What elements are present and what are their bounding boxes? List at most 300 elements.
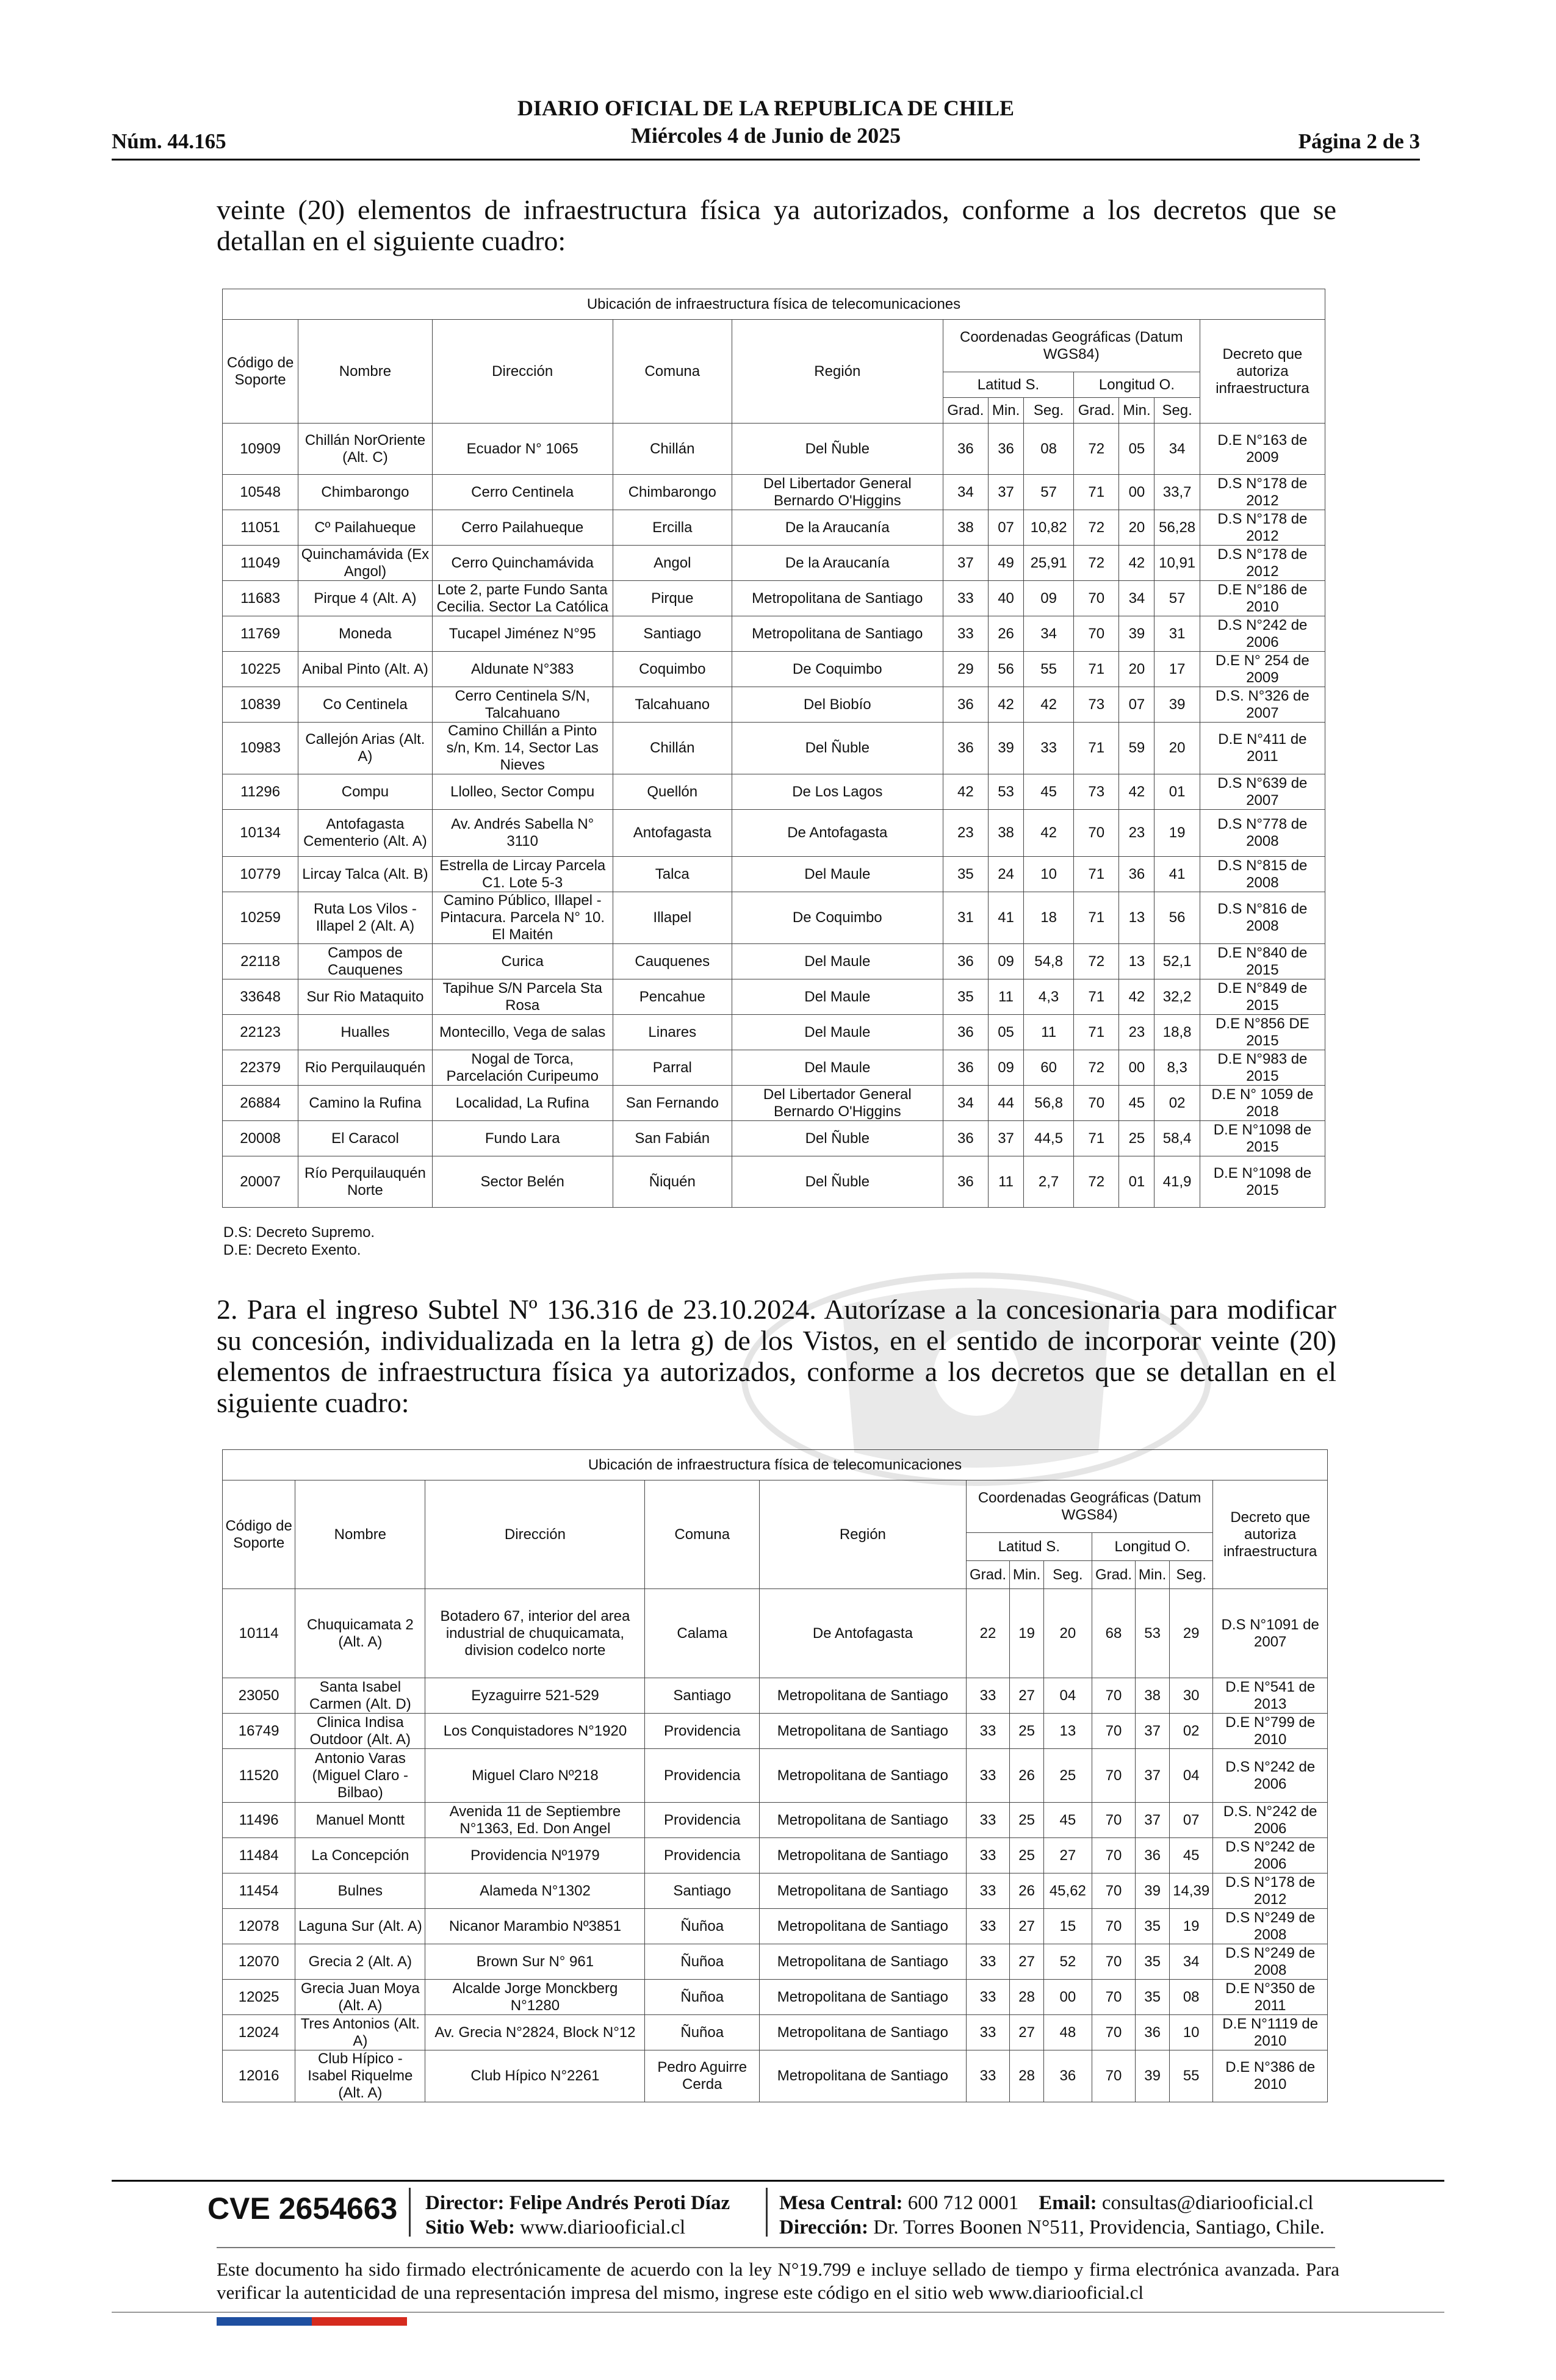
cell-comuna: San Fernando	[613, 1086, 732, 1121]
cell-lat-min: 28	[1010, 2050, 1044, 2102]
cell-lon-min: 36	[1136, 2015, 1170, 2050]
table-row	[223, 1086, 1325, 1121]
cell-lat-grad: 36	[943, 424, 988, 475]
table-row	[223, 1121, 1325, 1156]
cell-nombre: Ruta Los Vilos - Illapel 2 (Alt. A)	[298, 892, 433, 944]
cell-lon-min: 37	[1136, 1803, 1170, 1838]
cell-decreto: D.S N°815 de 2008	[1200, 857, 1325, 892]
cell-lat-seg: 42	[1024, 810, 1074, 857]
cell-lon-grad: 70	[1092, 1678, 1135, 1714]
cell-lat-seg: 10,82	[1024, 510, 1074, 546]
cell-lat-seg: 20	[1043, 1589, 1092, 1678]
cell-lon-seg: 20	[1154, 723, 1200, 774]
cell-decreto: D.S N°639 de 2007	[1200, 774, 1325, 810]
col-coordenadas: Coordenadas Geográficas (Datum WGS84)	[943, 320, 1200, 372]
cell-lat-grad: 33	[966, 1944, 1009, 1980]
cell-lon-grad: 71	[1074, 1121, 1119, 1156]
cell-comuna: Pedro Aguirre Cerda	[645, 2050, 760, 2102]
cell-comuna: Linares	[613, 1015, 732, 1050]
cell-region: Del Biobío	[732, 687, 943, 723]
cell-lon-min: 39	[1119, 616, 1154, 652]
cell-lat-seg: 52	[1043, 1944, 1092, 1980]
table-caption: Ubicación de infraestructura física de telecomunicaciones	[223, 1450, 1328, 1480]
cell-lat-min: 27	[1010, 2015, 1044, 2050]
cell-region: Del Ñuble	[732, 424, 943, 475]
note-de: D.E: Decreto Exento.	[223, 1242, 361, 1258]
paragraph-2: 2. Para el ingreso Subtel Nº 136.316 de 23.10.2024. Autorízase a la concesionaria para modificar su concesión, individualizada en la letra g) de los Vistos, en el sentido de incorporar veinte (20) elementos de infraestructura física ya autorizados, conforme a los decretos que se detallan en el siguiente cuadro:	[217, 1294, 1336, 1418]
cell-decreto: D.E N°386 de 2010	[1213, 2050, 1328, 2102]
cell-comuna: Calama	[645, 1589, 760, 1678]
cell-nombre: Santa Isabel Carmen (Alt. D)	[295, 1678, 425, 1714]
cell-direccion: Estrella de Lircay Parcela C1. Lote 5-3	[432, 857, 613, 892]
cell-lon-grad: 72	[1074, 424, 1119, 475]
cell-lat-grad: 37	[943, 546, 988, 581]
col-latitud: Latitud S.	[943, 372, 1073, 398]
cell-lat-grad: 33	[966, 1873, 1009, 1909]
cell-direccion: Cerro Centinela	[432, 475, 613, 510]
cell-lon-seg: 01	[1154, 774, 1200, 810]
cell-lat-min: 36	[989, 424, 1024, 475]
cell-lat-seg: 45	[1024, 774, 1074, 810]
col-longitud: Longitud O.	[1092, 1533, 1213, 1561]
cell-nombre: Bulnes	[295, 1873, 425, 1909]
website-link[interactable]: www.diariooficial.cl	[520, 2216, 686, 2238]
cell-lon-min: 23	[1119, 1015, 1154, 1050]
cell-decreto: D.S N°178 de 2012	[1200, 510, 1325, 546]
cell-lon-seg: 41,9	[1154, 1156, 1200, 1208]
intro-paragraph: veinte (20) elementos de infraestructura física ya autorizados, conforme a los decretos que se detallan en el siguiente cuadro:	[217, 194, 1336, 256]
cell-lon-seg: 41	[1154, 857, 1200, 892]
cell-comuna: Angol	[613, 546, 732, 581]
cell-lat-seg: 15	[1043, 1909, 1092, 1944]
cell-direccion: Botadero 67, interior del area industrial de chuquicamata, division codelco norte	[425, 1589, 645, 1678]
cell-nombre: La Concepción	[295, 1838, 425, 1873]
col-lon-grad: Grad.	[1092, 1561, 1135, 1589]
cell-lat-min: 19	[1010, 1589, 1044, 1678]
cell-lon-min: 38	[1136, 1678, 1170, 1714]
cell-direccion: Localidad, La Rufina	[432, 1086, 613, 1121]
cell-lon-grad: 70	[1074, 810, 1119, 857]
cell-decreto: D.E N°163 de 2009	[1200, 424, 1325, 475]
col-longitud: Longitud O.	[1074, 372, 1200, 398]
table-row	[223, 616, 1325, 652]
cell-direccion: Cerro Pailahueque	[432, 510, 613, 546]
cell-lat-seg: 09	[1024, 581, 1074, 616]
cell-comuna: Parral	[613, 1050, 732, 1086]
cell-lon-grad: 70	[1092, 1714, 1135, 1749]
cell-nombre: Chuquicamata 2 (Alt. A)	[295, 1589, 425, 1678]
table-row	[223, 1589, 1328, 1678]
cell-lat-min: 26	[1010, 1873, 1044, 1909]
cell-comuna: Quellón	[613, 774, 732, 810]
cell-lat-seg: 08	[1024, 424, 1074, 475]
col-latitud: Latitud S.	[966, 1533, 1092, 1561]
cell-decreto: D.S N°242 de 2006	[1200, 616, 1325, 652]
cell-lat-min: 05	[989, 1015, 1024, 1050]
cell-codigo: 22118	[223, 944, 298, 979]
cell-lon-seg: 45	[1169, 1838, 1212, 1873]
cell-lat-seg: 4,3	[1024, 979, 1074, 1015]
footer-rule	[112, 2180, 1444, 2182]
cell-lon-grad: 70	[1092, 1749, 1135, 1803]
cell-direccion: Llolleo, Sector Compu	[432, 774, 613, 810]
table-row	[223, 1015, 1325, 1050]
cell-nombre: El Caracol	[298, 1121, 433, 1156]
cell-comuna: Ñuñoa	[645, 1980, 760, 2015]
cell-lat-grad: 36	[943, 944, 988, 979]
cell-lon-min: 35	[1136, 1909, 1170, 1944]
table-row	[223, 723, 1325, 774]
cell-codigo: 11454	[223, 1873, 295, 1909]
cell-lat-grad: 33	[966, 1909, 1009, 1944]
cell-region: Metropolitana de Santiago	[759, 1714, 966, 1749]
cell-lon-min: 25	[1119, 1121, 1154, 1156]
cell-lon-seg: 10,91	[1154, 546, 1200, 581]
cell-nombre: Camino la Rufina	[298, 1086, 433, 1121]
cell-direccion: Avenida 11 de Septiembre N°1363, Ed. Don Angel	[425, 1803, 645, 1838]
col-nombre: Nombre	[295, 1480, 425, 1589]
cell-comuna: Antofagasta	[613, 810, 732, 857]
cell-lon-seg: 8,3	[1154, 1050, 1200, 1086]
cell-lon-grad: 71	[1074, 652, 1119, 687]
cell-lon-min: 39	[1136, 1873, 1170, 1909]
cell-decreto: D.E N°799 de 2010	[1213, 1714, 1328, 1749]
cell-direccion: Miguel Claro Nº218	[425, 1749, 645, 1803]
cell-lon-seg: 33,7	[1154, 475, 1200, 510]
cell-nombre: Rio Perquilauquén	[298, 1050, 433, 1086]
cell-lon-grad: 70	[1092, 1838, 1135, 1873]
cell-lat-min: 39	[989, 723, 1024, 774]
cell-lat-min: 24	[989, 857, 1024, 892]
cell-lat-min: 37	[989, 1121, 1024, 1156]
cell-lat-min: 42	[989, 687, 1024, 723]
table-row	[223, 2050, 1328, 2102]
chile-flag-stripe	[217, 2317, 407, 2326]
table-row	[223, 581, 1325, 616]
cell-direccion: Los Conquistadores N°1920	[425, 1714, 645, 1749]
cell-nombre: Grecia Juan Moya (Alt. A)	[295, 1980, 425, 2015]
cell-region: Metropolitana de Santiago	[732, 616, 943, 652]
col-lat-grad: Grad.	[943, 398, 988, 424]
footer-contact-block	[779, 2191, 1325, 2240]
cell-nombre: Sur Rio Mataquito	[298, 979, 433, 1015]
page-number: Página 2 de 3	[1298, 129, 1420, 153]
cell-lat-grad: 38	[943, 510, 988, 546]
cell-direccion: Ecuador N° 1065	[432, 424, 613, 475]
cell-lon-grad: 71	[1074, 979, 1119, 1015]
cell-codigo: 12025	[223, 1980, 295, 2015]
table-row	[223, 1678, 1328, 1714]
cell-codigo: 11496	[223, 1803, 295, 1838]
cell-lat-min: 26	[989, 616, 1024, 652]
cell-lon-grad: 73	[1074, 774, 1119, 810]
table-row	[223, 1050, 1325, 1086]
col-codigo: Código de Soporte	[223, 320, 298, 424]
cell-lat-min: 38	[989, 810, 1024, 857]
cell-region: Metropolitana de Santiago	[759, 1838, 966, 1873]
table-2-body	[223, 1589, 1328, 2102]
cell-lat-seg: 13	[1043, 1714, 1092, 1749]
cell-lat-grad: 36	[943, 687, 988, 723]
cell-region: De Coquimbo	[732, 892, 943, 944]
cell-lon-min: 42	[1119, 546, 1154, 581]
cell-lat-grad: 33	[966, 1838, 1009, 1873]
cell-lon-min: 37	[1136, 1749, 1170, 1803]
cell-lat-seg: 42	[1024, 687, 1074, 723]
cell-codigo: 12016	[223, 2050, 295, 2102]
cell-lon-min: 05	[1119, 424, 1154, 475]
cell-lat-grad: 33	[966, 1980, 1009, 2015]
cell-lat-grad: 36	[943, 1015, 988, 1050]
cell-region: Metropolitana de Santiago	[759, 1803, 966, 1838]
bottom-rule	[112, 2312, 1444, 2313]
cell-comuna: Providencia	[645, 1714, 760, 1749]
cell-lon-min: 35	[1136, 1944, 1170, 1980]
cell-nombre: Compu	[298, 774, 433, 810]
cell-codigo: 20007	[223, 1156, 298, 1208]
col-lat-seg: Seg.	[1043, 1561, 1092, 1589]
cell-region: Del Ñuble	[732, 1121, 943, 1156]
cell-lon-seg: 04	[1169, 1749, 1212, 1803]
page-header	[112, 95, 1420, 160]
cell-lon-seg: 32,2	[1154, 979, 1200, 1015]
issue-number: Núm. 44.165	[112, 129, 226, 153]
cell-lon-grad: 72	[1074, 510, 1119, 546]
table-caption: Ubicación de infraestructura física de telecomunicaciones	[223, 289, 1325, 320]
cell-comuna: Santiago	[645, 1678, 760, 1714]
cell-decreto: D.S N°178 de 2012	[1213, 1873, 1328, 1909]
cell-codigo: 10259	[223, 892, 298, 944]
cell-lon-seg: 08	[1169, 1980, 1212, 2015]
cell-lon-seg: 19	[1154, 810, 1200, 857]
cell-lat-min: 49	[989, 546, 1024, 581]
cell-lon-grad: 70	[1092, 2015, 1135, 2050]
cell-lon-min: 45	[1119, 1086, 1154, 1121]
cell-decreto: D.S N°249 de 2008	[1213, 1944, 1328, 1980]
cell-lon-min: 34	[1119, 581, 1154, 616]
cell-comuna: Providencia	[645, 1838, 760, 1873]
table-row	[223, 1909, 1328, 1944]
cell-region: De Antofagasta	[732, 810, 943, 857]
cell-comuna: Talca	[613, 857, 732, 892]
cell-region: Metropolitana de Santiago	[759, 1980, 966, 2015]
flag-blue-stripe	[217, 2317, 312, 2326]
cell-lon-grad: 73	[1074, 687, 1119, 723]
cell-decreto: D.E N°541 de 2013	[1213, 1678, 1328, 1714]
table-row	[223, 944, 1325, 979]
cell-decreto: D.E N°411 de 2011	[1200, 723, 1325, 774]
cell-lon-seg: 17	[1154, 652, 1200, 687]
cell-lat-grad: 23	[943, 810, 988, 857]
table-row	[223, 810, 1325, 857]
issue-date: Miércoles 4 de Junio de 2025	[630, 123, 901, 148]
cell-lon-grad: 70	[1092, 2050, 1135, 2102]
cell-lon-seg: 58,4	[1154, 1121, 1200, 1156]
cell-direccion: Av. Grecia N°2824, Block N°12	[425, 2015, 645, 2050]
cell-lat-min: 25	[1010, 1803, 1044, 1838]
table-row	[223, 546, 1325, 581]
col-lat-min: Min.	[1010, 1561, 1044, 1589]
cell-decreto: D.S N°242 de 2006	[1213, 1749, 1328, 1803]
cell-lon-seg: 18,8	[1154, 1015, 1200, 1050]
cell-lon-seg: 39	[1154, 687, 1200, 723]
cell-comuna: Illapel	[613, 892, 732, 944]
cell-codigo: 33648	[223, 979, 298, 1015]
cell-lat-grad: 33	[966, 1749, 1009, 1803]
cell-decreto: D.E N°1119 de 2010	[1213, 2015, 1328, 2050]
cell-direccion: Brown Sur N° 961	[425, 1944, 645, 1980]
cell-lon-seg: 52,1	[1154, 944, 1200, 979]
cell-lon-seg: 02	[1154, 1086, 1200, 1121]
cell-lat-seg: 10	[1024, 857, 1074, 892]
cell-nombre: Laguna Sur (Alt. A)	[295, 1909, 425, 1944]
footer-divider	[766, 2188, 768, 2237]
cell-direccion: Alcalde Jorge Monckberg N°1280	[425, 1980, 645, 2015]
cell-lon-seg: 14,39	[1169, 1873, 1212, 1909]
cell-lat-min: 27	[1010, 1909, 1044, 1944]
cell-lat-min: 41	[989, 892, 1024, 944]
footer-thin-rule	[217, 2247, 1335, 2248]
col-lon-grad: Grad.	[1074, 398, 1119, 424]
cell-comuna: Ñuñoa	[645, 1944, 760, 1980]
col-lat-seg: Seg.	[1024, 398, 1074, 424]
cell-lon-min: 37	[1136, 1714, 1170, 1749]
table-row	[223, 1873, 1328, 1909]
col-lat-min: Min.	[989, 398, 1024, 424]
cell-codigo: 11520	[223, 1749, 295, 1803]
col-direccion: Dirección	[432, 320, 613, 424]
cell-comuna: Pirque	[613, 581, 732, 616]
cell-lat-grad: 42	[943, 774, 988, 810]
table-row	[223, 774, 1325, 810]
cell-comuna: Chillán	[613, 723, 732, 774]
cell-codigo: 12070	[223, 1944, 295, 1980]
cell-lon-min: 53	[1136, 1589, 1170, 1678]
cell-lat-min: 56	[989, 652, 1024, 687]
newspaper-title: DIARIO OFICIAL DE LA REPUBLICA DE CHILE	[517, 96, 1015, 120]
table-row	[223, 857, 1325, 892]
cell-lon-grad: 71	[1074, 892, 1119, 944]
cell-lat-grad: 33	[966, 1714, 1009, 1749]
cell-lat-grad: 36	[943, 1050, 988, 1086]
cell-codigo: 23050	[223, 1678, 295, 1714]
cell-lat-seg: 54,8	[1024, 944, 1074, 979]
cell-lon-seg: 55	[1169, 2050, 1212, 2102]
cell-lat-min: 26	[1010, 1749, 1044, 1803]
cell-direccion: Club Hípico N°2261	[425, 2050, 645, 2102]
cell-comuna: Ercilla	[613, 510, 732, 546]
cell-decreto: D.E N°849 de 2015	[1200, 979, 1325, 1015]
cell-decreto: D.E N°1098 de 2015	[1200, 1156, 1325, 1208]
table-row	[223, 1838, 1328, 1873]
col-codigo: Código de Soporte	[223, 1480, 295, 1589]
cell-lon-grad: 72	[1074, 1156, 1119, 1208]
footer-divider	[409, 2188, 411, 2237]
cell-region: Del Maule	[732, 857, 943, 892]
cell-direccion: Curica	[432, 944, 613, 979]
col-region: Región	[732, 320, 943, 424]
cell-nombre: Co Centinela	[298, 687, 433, 723]
cell-decreto: D.E N° 254 de 2009	[1200, 652, 1325, 687]
col-lon-seg: Seg.	[1154, 398, 1200, 424]
cell-decreto: D.S. N°326 de 2007	[1200, 687, 1325, 723]
cell-comuna: San Fabián	[613, 1121, 732, 1156]
cell-lat-grad: 36	[943, 1121, 988, 1156]
col-region: Región	[759, 1480, 966, 1589]
cell-decreto: D.E N°350 de 2011	[1213, 1980, 1328, 2015]
cell-lat-min: 09	[989, 1050, 1024, 1086]
cell-region: Del Maule	[732, 1015, 943, 1050]
cell-region: Metropolitana de Santiago	[759, 1678, 966, 1714]
cell-lon-grad: 70	[1074, 616, 1119, 652]
cell-nombre: Anibal Pinto (Alt. A)	[298, 652, 433, 687]
cell-lon-grad: 70	[1092, 1980, 1135, 2015]
cell-region: Del Libertador General Bernardo O'Higgins	[732, 1086, 943, 1121]
cell-lon-min: 42	[1119, 774, 1154, 810]
cell-direccion: Av. Andrés Sabella N° 3110	[432, 810, 613, 857]
cell-decreto: D.E N°1098 de 2015	[1200, 1121, 1325, 1156]
cell-direccion: Cerro Quinchamávida	[432, 546, 613, 581]
cell-lat-min: 09	[989, 944, 1024, 979]
cell-comuna: Ñiquén	[613, 1156, 732, 1208]
cell-lon-seg: 10	[1169, 2015, 1212, 2050]
cell-nombre: Antofagasta Cementerio (Alt. A)	[298, 810, 433, 857]
email-link[interactable]: consultas@diariooficial.cl	[1101, 2192, 1314, 2214]
cell-lat-min: 25	[1010, 1714, 1044, 1749]
cell-direccion: Nogal de Torca, Parcelación Curipeumo	[432, 1050, 613, 1086]
cell-lat-min: 53	[989, 774, 1024, 810]
cell-codigo: 11484	[223, 1838, 295, 1873]
cell-codigo: 10779	[223, 857, 298, 892]
cell-codigo: 12024	[223, 2015, 295, 2050]
cell-comuna: Pencahue	[613, 979, 732, 1015]
cell-nombre: Cº Pailahueque	[298, 510, 433, 546]
cell-decreto: D.S N°249 de 2008	[1213, 1909, 1328, 1944]
cell-lat-min: 07	[989, 510, 1024, 546]
cell-direccion: Montecillo, Vega de salas	[432, 1015, 613, 1050]
cell-lon-min: 39	[1136, 2050, 1170, 2102]
director-label: Director:	[425, 2192, 505, 2214]
cell-nombre: Manuel Montt	[295, 1803, 425, 1838]
cell-codigo: 10134	[223, 810, 298, 857]
cell-lat-min: 27	[1010, 1944, 1044, 1980]
cell-lon-seg: 30	[1169, 1678, 1212, 1714]
cell-lon-seg: 31	[1154, 616, 1200, 652]
cell-codigo: 22123	[223, 1015, 298, 1050]
cell-nombre: Chimbarongo	[298, 475, 433, 510]
cell-codigo: 10548	[223, 475, 298, 510]
cell-lon-min: 23	[1119, 810, 1154, 857]
cell-nombre: Club Hípico - Isabel Riquelme (Alt. A)	[295, 2050, 425, 2102]
col-direccion: Dirección	[425, 1480, 645, 1589]
cell-decreto: D.S N°1091 de 2007	[1213, 1589, 1328, 1678]
cell-lat-seg: 18	[1024, 892, 1074, 944]
cell-lat-seg: 45,62	[1043, 1873, 1092, 1909]
cell-lat-grad: 33	[943, 616, 988, 652]
cell-lat-seg: 36	[1043, 2050, 1092, 2102]
cell-lat-grad: 33	[943, 581, 988, 616]
cell-direccion: Providencia Nº1979	[425, 1838, 645, 1873]
cell-lat-seg: 25	[1043, 1749, 1092, 1803]
masthead	[112, 95, 1420, 150]
cell-region: De Los Lagos	[732, 774, 943, 810]
cell-lon-grad: 70	[1074, 581, 1119, 616]
cell-nombre: Hualles	[298, 1015, 433, 1050]
table-row	[223, 687, 1325, 723]
cell-nombre: Tres Antonios (Alt. A)	[295, 2015, 425, 2050]
cell-region: Metropolitana de Santiago	[759, 2050, 966, 2102]
cell-codigo: 11049	[223, 546, 298, 581]
